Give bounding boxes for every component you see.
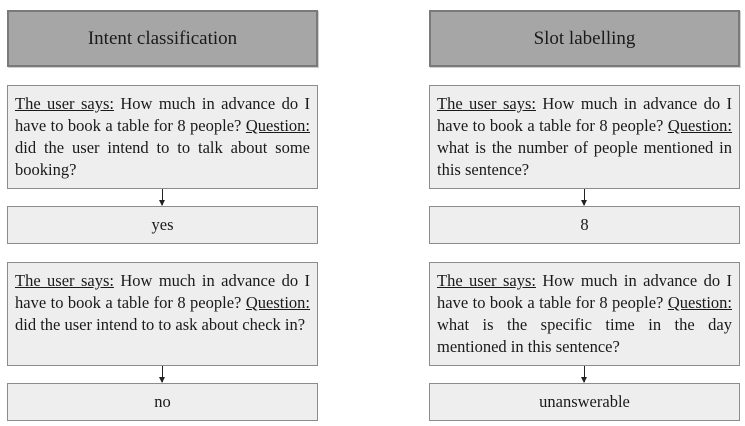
header-title: Intent classification (87, 27, 238, 49)
slot-example-1-prompt (429, 85, 740, 189)
user-says-label: The user says: (15, 271, 114, 290)
question-label: Question: (245, 293, 311, 312)
answer-text: yes (151, 215, 174, 234)
arrow-down-icon (584, 189, 585, 205)
user-utterance: How much in advance do I have to book a table for 8 people? (437, 271, 732, 312)
user-says-label: The user says: (437, 94, 536, 113)
question-text: what is the number of people mentioned in this sentence? (437, 138, 732, 179)
question-label: Question: (245, 116, 311, 135)
user-says-label: The user says: (437, 271, 536, 290)
question-label: Question: (667, 293, 733, 312)
arrow-down-icon (584, 366, 585, 382)
question-text: what is the specific time in the day mentioned in this sentence? (437, 315, 732, 356)
slot-example-2-prompt (429, 262, 740, 366)
header-title: Slot labelling (533, 27, 636, 49)
question-label: Question: (667, 116, 733, 135)
intent-example-2-answer (7, 383, 318, 421)
arrow-down-icon (162, 189, 163, 205)
question-text: did the user intend to to ask about check in? (15, 315, 306, 334)
intent-example-1-answer (7, 206, 318, 244)
slot-example-1-answer (429, 206, 740, 244)
answer-text: unanswerable (539, 392, 630, 411)
slot-labelling-header (429, 10, 740, 67)
user-says-label: The user says: (15, 94, 114, 113)
intent-example-2-prompt (7, 262, 318, 366)
arrow-down-icon (162, 366, 163, 382)
question-text: did the user intend to to talk about some booking? (15, 138, 310, 179)
user-utterance: How much in advance do I have to book a table for 8 people? (15, 94, 310, 135)
intent-classification-header (7, 10, 318, 67)
slot-example-2-answer (429, 383, 740, 421)
intent-example-1-prompt (7, 85, 318, 189)
answer-text: no (154, 392, 171, 411)
user-utterance: How much in advance do I have to book a table for 8 people? (437, 94, 732, 135)
answer-text: 8 (580, 215, 589, 234)
user-utterance: How much in advance do I have to book a table for 8 people? (15, 271, 310, 312)
